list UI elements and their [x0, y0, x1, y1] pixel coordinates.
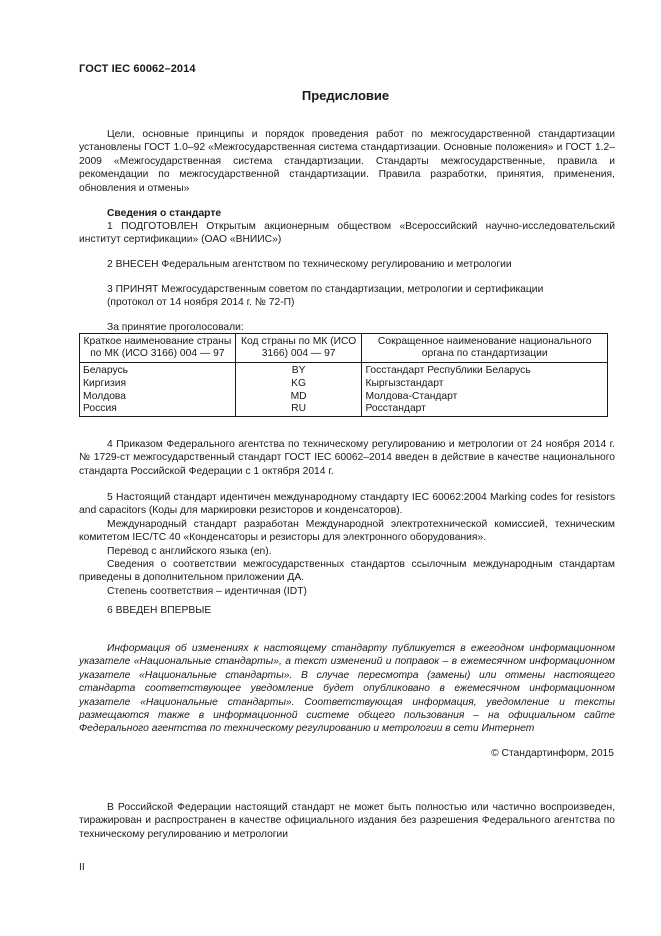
- page-title: Предисловие: [301, 88, 390, 103]
- info-item-3-line2: (протокол от 14 ноября 2014 г. № 72-П): [107, 297, 295, 308]
- info-item-4: [79, 438, 615, 478]
- info-item-5: [79, 491, 615, 598]
- country-name: Киргизия: [80, 378, 236, 391]
- voted-label: За принятие проголосовали:: [107, 322, 244, 333]
- info-heading: Сведения о стандарте: [107, 208, 222, 219]
- national-body: Кыргызстандарт: [362, 378, 608, 391]
- info-item-2: 2 ВНЕСЕН Федеральным агентством по техническому регулированию и метрологии: [107, 259, 512, 270]
- notice-text: Информация об изменениях к настоящему стандарту публикуется в ежегодном информационном указателе «Национальные стандарты», а текст изменений и поправок – в ежемесячном информационном указателе «Национальные стандарты». В случае пересмотра (замены) или отмены настоящего стандарта соответствующее уведомление будет опубликовано в ежемесячном информационном указателе «Национальные стандарты». Соответствующая информация, уведомление и тексты размещаются также в информационной системе общего пользования – на официальном сайте Федерального агентства по техническому регулированию и метрологии в сети Интернет: [79, 643, 615, 735]
- table-row: [80, 378, 608, 391]
- page-number: II: [79, 862, 85, 873]
- header-national-body: Сокращенное наименование национального органа по стандартизации: [362, 334, 608, 363]
- table-row: [80, 391, 608, 404]
- national-body: Молдова-Стандарт: [362, 391, 608, 404]
- notice-block: [79, 642, 615, 736]
- national-body: Росстандарт: [362, 403, 608, 416]
- item-5-p4: Сведения о соответствии межгосударственных стандартов ссылочным международным стандартам приведены в дополнительном приложении ДА.: [79, 559, 615, 584]
- voting-table-header-row: [80, 334, 608, 363]
- table-row: [80, 363, 608, 378]
- country-name: Россия: [80, 403, 236, 416]
- info-item-6: 6 ВВЕДЕН ВПЕРВЫЕ: [107, 605, 212, 616]
- item-5-p2: Международный стандарт разработан Международной электротехнической комиссией, техническим комитетом IEC/TC 40 «Конденсаторы и резисторы для электронного оборудования».: [79, 518, 615, 544]
- info-item-1-text: 1 ПОДГОТОВЛЕН Открытым акционерным обществом «Всероссийский научно-исследовательский институт сертификации» (ОАО «ВНИИС»): [79, 221, 615, 246]
- country-code: RU: [235, 403, 362, 416]
- item-5-p1: 5 Настоящий стандарт идентичен международному стандарту IEC 60062:2004 Marking codes for resistors and capacitors (Коды для маркировки резисторов и конденсаторов).: [79, 492, 615, 517]
- country-name: Молдова: [80, 391, 236, 404]
- intro-paragraph: [79, 128, 615, 195]
- item-5-p3: Перевод с английского языка (en).: [107, 545, 272, 557]
- restriction-block: [79, 801, 615, 841]
- country-code: MD: [235, 391, 362, 404]
- country-name: Беларусь: [80, 363, 236, 378]
- header-country-code: Код страны по МК (ИСО 3166) 004 — 97: [235, 334, 362, 363]
- info-item-4-text: 4 Приказом Федерального агентства по техническому регулированию и метрологии от 24 ноября 2014 г. № 1729-ст межгосударственный стандарт ГОСТ IEC 60062–2014 введен в действие в качестве национального стандарта Российской Федерации с 1 октября 2014 г.: [79, 439, 615, 477]
- header-country-name: Краткое наименование страны по МК (ИСО 3166) 004 — 97: [80, 334, 236, 363]
- country-code: BY: [235, 363, 362, 378]
- info-item-1: [79, 220, 615, 247]
- item-5-p5: Степень соответствия – идентичная (IDT): [107, 585, 307, 597]
- table-row: [80, 403, 608, 416]
- national-body: Госстандарт Республики Беларусь: [362, 363, 608, 378]
- country-code: KG: [235, 378, 362, 391]
- info-item-3-line1: 3 ПРИНЯТ Межгосударственным советом по стандартизации, метрологии и сертификации: [107, 284, 544, 295]
- copyright: © Стандартинформ, 2015: [491, 748, 614, 759]
- document-code: ГОСТ IEC 60062–2014: [79, 63, 196, 75]
- restriction-text: В Российской Федерации настоящий стандарт не может быть полностью или частично воспроизведен, тиражирован и распространен в качестве официального издания без разрешения Федерального агентства по техническому регулированию и метрологии: [79, 802, 615, 840]
- intro-text: Цели, основные принципы и порядок проведения работ по межгосударственной стандартизации установлены ГОСТ 1.0–92 «Межгосударственная система стандартизации. Основные положения» и ГОСТ 1.2–2009 «Межгосударственная система стандартизации. Стандарты межгосударственные, правила и рекомендации по межгосударственной стандартизации. Правила разработки, принятия, применения, обновления и отмены»: [79, 129, 615, 194]
- voting-table: [79, 333, 608, 417]
